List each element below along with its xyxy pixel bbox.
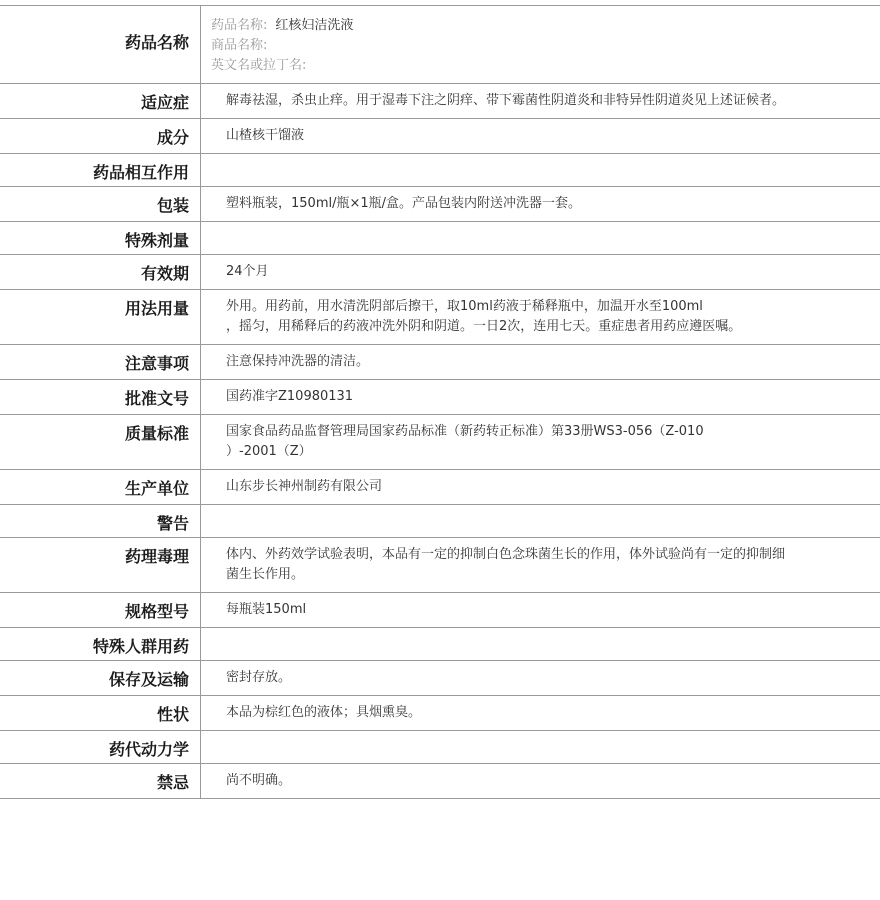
label-cell bbox=[0, 84, 201, 119]
row-label: 成分 bbox=[156, 128, 189, 147]
value-cell bbox=[201, 154, 880, 187]
value-cell bbox=[201, 505, 880, 538]
value-cell bbox=[201, 119, 880, 154]
value-cell bbox=[201, 187, 880, 222]
table-row bbox=[0, 222, 880, 255]
table-row bbox=[0, 505, 880, 538]
table-row bbox=[0, 731, 880, 764]
row-value: 每瓶装150ml bbox=[226, 602, 307, 617]
row-value: 注意保持冲洗器的清洁。 bbox=[226, 354, 370, 369]
value-cell bbox=[201, 290, 880, 345]
drug-spec-table bbox=[0, 5, 880, 799]
row-value: 体内、外药效学试验表明，本品有一定的抑制白色念珠菌生长的作用，体外试验尚有一定的抑制细菌生长作用。 bbox=[226, 547, 786, 582]
row-value: 密封存放。 bbox=[226, 670, 292, 685]
value-cell bbox=[201, 593, 880, 628]
table-row bbox=[0, 84, 880, 119]
row-label: 用法用量 bbox=[124, 299, 189, 318]
name-lines bbox=[201, 6, 880, 76]
trade-name-key: 商品名称: bbox=[211, 38, 268, 53]
value-cell bbox=[201, 628, 880, 661]
label-cell bbox=[0, 154, 201, 187]
value-cell bbox=[201, 84, 880, 119]
label-cell bbox=[0, 187, 201, 222]
row-value: 尚不明确。 bbox=[226, 773, 292, 788]
trade-name-line bbox=[211, 36, 880, 56]
table-row bbox=[0, 415, 880, 470]
value-cell bbox=[201, 470, 880, 505]
label-cell bbox=[0, 661, 201, 696]
table-row bbox=[0, 696, 880, 731]
table-row bbox=[0, 628, 880, 661]
row-value bbox=[201, 628, 880, 642]
row-label: 药品相互作用 bbox=[92, 163, 189, 182]
value-cell bbox=[201, 345, 880, 380]
row-label: 性状 bbox=[156, 705, 189, 724]
row-label: 药代动力学 bbox=[108, 740, 189, 759]
row-value: 24个月 bbox=[226, 264, 269, 279]
value-cell bbox=[201, 731, 880, 764]
value-cell bbox=[201, 764, 880, 799]
row-value: 国药准字Z10980131 bbox=[226, 389, 354, 404]
label-cell bbox=[0, 505, 201, 538]
row-label: 保存及运输 bbox=[108, 670, 189, 689]
value-cell bbox=[201, 255, 880, 290]
row-value: 本品为棕红色的液体；具烟熏臭。 bbox=[226, 705, 422, 720]
label-cell bbox=[0, 222, 201, 255]
table-row bbox=[0, 661, 880, 696]
row-value: 解毒祛湿，杀虫止痒。用于湿毒下注之阴痒、带下霉菌性阴道炎和非特异性阴道炎见上述证候者。 bbox=[226, 93, 786, 108]
table-row bbox=[0, 764, 880, 799]
row-label: 有效期 bbox=[140, 264, 189, 283]
value-cell bbox=[201, 696, 880, 731]
row-label: 注意事项 bbox=[124, 354, 189, 373]
row-label: 药理毒理 bbox=[124, 547, 189, 566]
row-label: 规格型号 bbox=[124, 602, 189, 621]
row-label: 批准文号 bbox=[124, 389, 189, 408]
row-value: 外用。用药前，用水清洗阴部后擦干，取10ml药液于稀释瓶中，加温开水至100ml ，摇匀，用稀释后的药液冲洗外阴和阴道。一日2次，连用七天。重症患者用药应遵医嘱。 bbox=[226, 299, 742, 334]
row-label: 包装 bbox=[156, 196, 189, 215]
label-cell bbox=[0, 415, 201, 470]
row-value: 塑料瓶装，150ml/瓶×1瓶/盒。产品包装内附送冲洗器一套。 bbox=[226, 196, 582, 211]
label-cell bbox=[0, 731, 201, 764]
label-cell bbox=[0, 380, 201, 415]
value-cell bbox=[201, 538, 880, 593]
row-label: 生产单位 bbox=[124, 479, 189, 498]
table-row bbox=[0, 470, 880, 505]
table-row bbox=[0, 255, 880, 290]
row-value: 国家食品药品监督管理局国家药品标准（新药转正标准）第33册WS3-056（Z-010 ）-2001（Z） bbox=[226, 424, 704, 459]
label-cell bbox=[0, 696, 201, 731]
row-drug-name bbox=[0, 6, 880, 84]
english-name-key: 英文名或拉丁名: bbox=[211, 58, 307, 73]
table-row bbox=[0, 593, 880, 628]
label-cell bbox=[0, 628, 201, 661]
generic-name-line bbox=[211, 16, 880, 36]
generic-name-value: 红核妇洁洗液 bbox=[275, 18, 354, 33]
row-label: 适应症 bbox=[140, 93, 189, 112]
row-label: 质量标准 bbox=[124, 424, 189, 443]
table-row bbox=[0, 538, 880, 593]
label-cell bbox=[0, 255, 201, 290]
label-cell bbox=[0, 470, 201, 505]
table-row bbox=[0, 154, 880, 187]
row-value: 山楂核干馏液 bbox=[226, 128, 305, 143]
row-label: 禁忌 bbox=[156, 773, 189, 792]
value-cell bbox=[201, 6, 880, 84]
row-label: 特殊剂量 bbox=[124, 231, 189, 250]
value-cell bbox=[201, 661, 880, 696]
label-cell bbox=[0, 345, 201, 380]
label-cell bbox=[0, 6, 201, 84]
value-cell bbox=[201, 380, 880, 415]
row-label: 特殊人群用药 bbox=[92, 637, 189, 656]
label-cell bbox=[0, 119, 201, 154]
value-cell bbox=[201, 222, 880, 255]
table-row bbox=[0, 187, 880, 222]
value-cell bbox=[201, 415, 880, 470]
row-value bbox=[201, 505, 880, 519]
table-row bbox=[0, 345, 880, 380]
table-row bbox=[0, 290, 880, 345]
label-cell bbox=[0, 290, 201, 345]
row-value bbox=[201, 731, 880, 745]
generic-name-key: 药品名称: bbox=[211, 18, 268, 33]
english-name-line bbox=[211, 56, 880, 76]
row-label: 药品名称 bbox=[124, 33, 189, 52]
table-row bbox=[0, 119, 880, 154]
label-cell bbox=[0, 764, 201, 799]
row-value: 山东步长神州制药有限公司 bbox=[226, 479, 383, 494]
label-cell bbox=[0, 538, 201, 593]
table-row bbox=[0, 380, 880, 415]
row-label: 警告 bbox=[156, 514, 189, 533]
row-value bbox=[201, 222, 880, 236]
row-value bbox=[201, 154, 880, 168]
label-cell bbox=[0, 593, 201, 628]
